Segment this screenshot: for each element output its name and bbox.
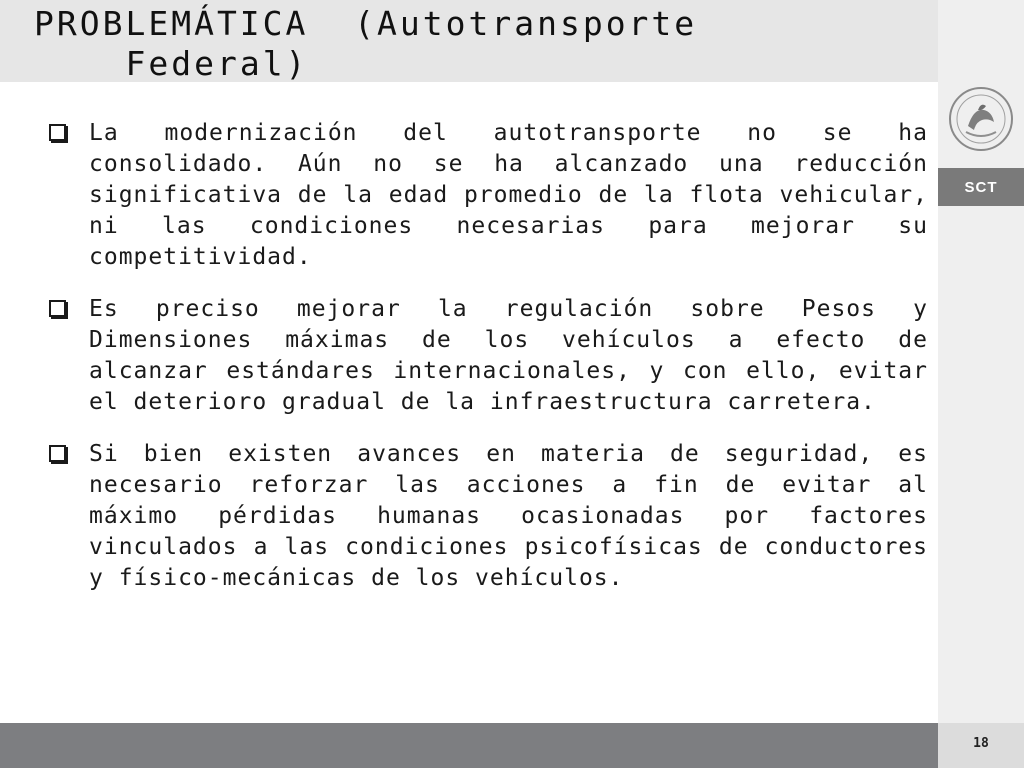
checkbox-icon [49, 445, 66, 462]
checkbox-icon [49, 300, 66, 317]
mexican-coat-of-arms-icon [948, 86, 1014, 152]
sct-logo-badge: SCT [938, 168, 1024, 206]
bullet-item [46, 439, 928, 594]
bullet-item [46, 118, 928, 273]
checkbox-icon [49, 124, 66, 141]
page-number: 18 [973, 736, 989, 751]
bullet-text: Es preciso mejorar la regulación sobre Pesos y Dimensiones máximas de los vehículos a efecto de alcanzar estándares internacionales, y con ello, evitar el deterioro gradual de la infraestructura carretera. [89, 296, 928, 415]
bullet-list [46, 118, 928, 615]
bullet-text: Si bien existen avances en materia de seguridad, es necesario reforzar las acciones a fin de evitar al máximo pérdidas humanas ocasionadas por factores vinculados a las condiciones psicofísicas de conductores y físico-mecánicas de los vehículos. [89, 441, 928, 591]
bullet-text: La modernización del autotransporte no se ha consolidado. Aún no se ha alcanzado una reducción significativa de la edad promedio de la flota vehicular, ni las condiciones necesarias para mejorar su competitividad. [89, 120, 928, 270]
bullet-item [46, 294, 928, 418]
footer-bar [0, 723, 938, 768]
slide-title: PROBLEMÁTICA (Autotransporte Federal) [34, 4, 698, 83]
